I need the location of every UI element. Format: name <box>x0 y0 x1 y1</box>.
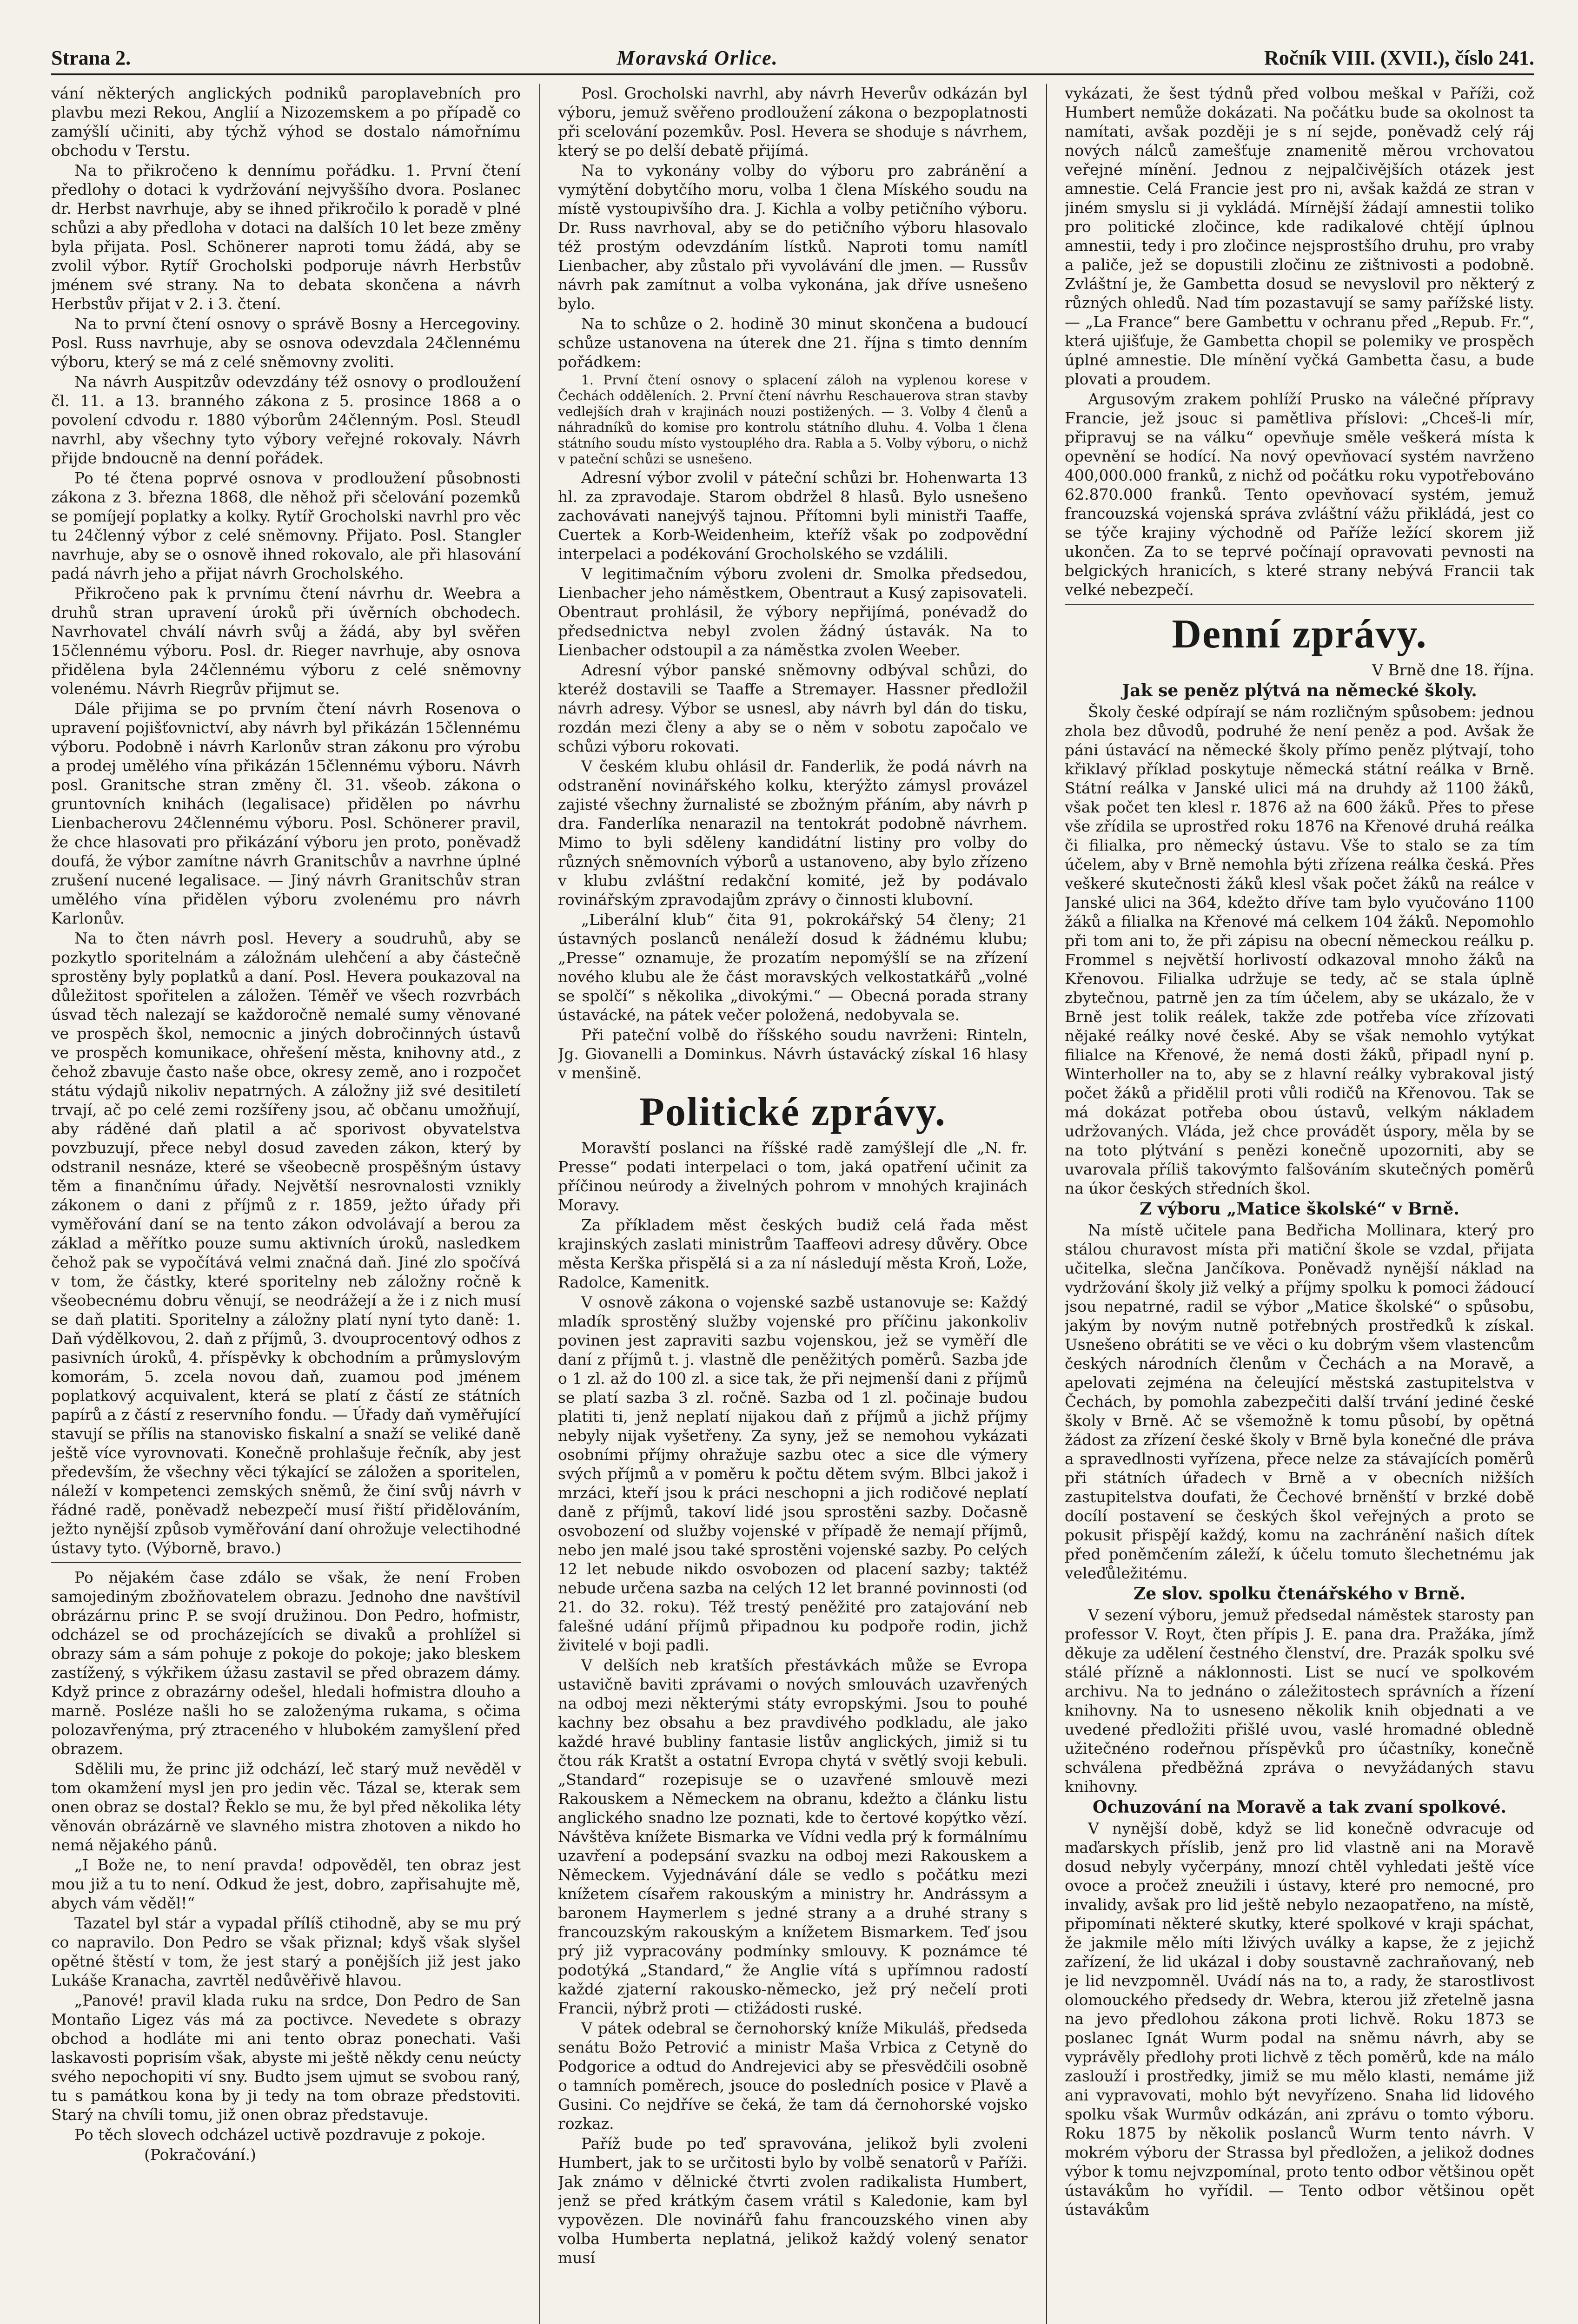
masthead <box>51 42 1534 70</box>
feuilleton-paragraph: Po těch slovech odcházel uctivě pozdravuje z pokoje. <box>74 2126 486 2144</box>
feuilleton-paragraph: Tazatel byl stár a vypadal přílíš ctihodně, aby se mu prý co napravilo. Don Pedro se však přiznal; kdyš však slyšel opětné štěstí v tom, že jest starý a ponějších již jest jako Lukáše Kranacha, zavrtěl nedůvěřivě hlavou. <box>51 1914 521 1989</box>
subheading: Ochuzování na Moravě a tak zvaní spolkové. <box>1092 1797 1507 1817</box>
article-paragraph: Na to první čtení osnovy o správě Bosny a Hercegoviny. Posl. Russ navrhuje, aby se osnova odevzdala 24člennému výboru, který se má z celé sněmovny zvoliti. <box>51 315 521 371</box>
article-paragraph: V delších neb kratších přestávkách může se Evropa ustavičně baviti zprávami o nových smlouvách uzavřených na odboj mezi některými státy evropskými. Jsou to pouhé kachny bez obsahu a bez pravdivého podkladu, ale jako každé hravé bubliny fantasie listův anglických, jimiž si tu čtou rák Kratšt a ostatní Evropa chytá v světlý svoji kebuli. „Standard“ rozepisuje se o uzavřené smlouvě mezi Rakouskem a Německem na obranu, kdežto a článku listu anglického snadno lze poznati, kde to čertové kopýtko vězí. Návštěva knížete Bismarka ve Vídni vedla prý k formálnímu uzavření a podepsání svazku na odboj mezi Rakouskem a Německem. Vyjednávání dále se vedlo s počátku mezi knížetem císařem rakouským a ministry hr. Andrássym a baronem Haymerlem s jedné strany a a druhé strany s francouzským rakouským a knížetem Bismarkem. Teď jsou prý již vypracovány podmínky smlouvy. K poznámce té podotýká „Standard,“ že Anglie vítá s upřímnou radostí každé zjaterní rakousko-německo, jež prý nečelí proti Francii, nýbrž proti — ctižádosti ruské. <box>558 1656 1028 2017</box>
article-paragraph: Na to čten návrh posl. Hevery a soudruhů, aby se pozkytlo sporitelnám a záložnám ulehčení a aby částečně sprostěny byly poplatků a daní. Posl. Hevera poukazoval na důležitost spořitelen a záložen. Téměř ve všech rozvrbách úsvad těch nalezají se každoročně nemalé sumy věnované ve prospěch škol, nemocnic a jiných dobročinných ústavů ve prospěch komunikace, ohřešení města, knihovny atd., z čehož zbavuje často naše obce, okresy země, ano i rozpočet státu výdajů nikoliv nepatrných. A záložny již své desitiletí trvají, ač po celé zemi rozšířeny jsou, ač občanu umožňují, aby ráděné daň platil a ač sporivost obyvatelstva povzbuzují, přece nebyl dosud zaveden zákon, který by odstranil nesnáze, které se všeobecně prospěšným ústavy těm a finančnímu úřady. Největší nesrovnalosti vznikly zákonem o dani z příjmů z r. 1859, ježto úřady při vyměřování daní se na tento zákon odvolávají a berou za základ a měřítko pouze sumu aktivních úroků, nasledkem čehož pak se vypočítává velmi značná daň. Jiné zlo spočívá v tom, že částky, které sporitelny neb záložny ročně k všeobecnému dobru věnují, se neodrážejí a že i z nich musí se daň platiti. Sporitelny a záložny platí nyní tyto daně: 1. Daň výdělkovou, 2. daň z příjmů, 3. dvouprocentový odhos z pasivních úroků, 4. příspěvky k obchodním a průmyslovým komorám, 5. zcela novou daň, zuamou pod jménem poplatkový acquivalent, která se platí z částí ze státních papírů a z částí z reservního fondu. — Úřady daň vyměřující stavují se přílis na stanovisko fiskalní a snaží se veliké daně ještě více vyrovnovati. Konečně prohlašuje řečník, aby jest především, že všechny věci týkající se záložen a sporitelen, náleží v kompetenci zemských sněmů, že činí svůj návrh v řádné radě, poněvadž nebezpečí musí řiští přidělováním, ježto nynější způsob vyměřování daní ohrožuje velectihodné ústavy tyto. (Výborně, bravo.) <box>51 929 521 1557</box>
column-divider <box>1046 84 1047 2324</box>
subheading: Ze slov. spolku čtenářského v Brně. <box>1133 1584 1466 1604</box>
article-paragraph: Paříž bude po teď spravována, jelikož byli zvoleni Humbert, jak to se určitosti bylo by volbě senatorů v Paříži. Jak známo v dělnické čtvrti zvolen radikalista Humbert, jenž se před krátkým časem vrátil s Kaledonie, kam byl vypovězen. Dle novinářů fahu francouzského vinen aby volba Humberta neplatná, jelikož každý volený senator musí <box>558 2134 1028 2267</box>
article-paragraph: Na místě učitele pana Bedřicha Mollinara, který pro stálou churavost místa při matiční škole se vzdal, přijata učitelka, slečna Jančíkova. Poněvadž nynější náklad na vydržování školy již velký a příjmy spolku k pomoci žádoucí jsou nepatrné, radil se výbor „Matice školské“ o spůsobu, jakým by novým nutně potřebných prostředků k získal. Usnešeno obrátiti se ve věci o ku dobrým všem vlastencům českých národních členům v Čechách a na Moravě, a apelovati zejména na čeleující městská zastupitelstva v Čechách, by pomohla zabezpečiti další trvání jediné české školy v Brně. Ač se všemožně k tomu působí, by opětná žádost za zřízení české školy v Brně byla konečné dle práva a spravedlnosti vyřízena, přece nelze za stávajících poměrů při státních úřadech v Brně a v obecních nižších zastupitelstva doufati, že Čechové brněnští v brzké době docílí postavení se českých škol veřejných a proto se pokusit přispějí každý, komu na zachránění našich dítek před poněmčením záleží, k účelu tomuto šlechetnému jak veleďůležitému. <box>1065 1221 1534 1582</box>
section-divider <box>1065 604 1534 605</box>
subheading: Jak se peněz plýtvá na německé školy. <box>1122 681 1477 700</box>
agenda-paragraph: 1. První čtení osnovy o splacení záloh na vyplenou korese v Čechách odděleních. 2. První čtení návrhu Reschauerova stran stavby vedlejších drah v krajinách nouzi postižených. — 3. Volby 4 členů a náhradníků do komise pro kontrolu státního dluhu. 4. Volba 1 člena státního soudu místo vystouplého dra. Rabla a 5. Volby výboru, o nichž v pateční schůzi se usnešeno. <box>558 372 1028 467</box>
feuilleton-paragraph: „I Bože ne, to není pravda! odpověděl, ten obraz jest mou již a tu to není. Odkud že jest, dobro, zapřisahujte mě, abych vám věděl!“ <box>51 1856 521 1912</box>
article-paragraph: Argusovým zrakem pohlíží Prusko na válečné přípravy Francie, jež jsouc si pamětliva příslovi: „Chceš-li mír, připravuj se na válku“ opevňuje směle veškerá místa k opevnění se hodící. Na nový opevňovací systém navrženo 400,000.000 franků, z nichž od počátku roku vypotřebováno 62.870.000 franků. Tento opevňovací systém, jemuž francouzská vojenská správa zvláštní vážu přikládá, jest co se týče krajiny východně od Paříže ležící skorem již ukončen. Za to se teprvé počínají opravovati pevnosti na belgických hranicích, s které strany nebývá Francii tak velké nebezpečí. <box>1065 390 1534 599</box>
article-paragraph: Adresní výbor panské sněmovny odbýval schůzi, do kteréž dostavili se Taaffe a Stremayer. Hassner předložil návrh adresy. Výbor se usnesl, aby návrh byl dán do tisku, rozdán mezi členy a aby se o něm v sobotu započalo ve schůzi výboru rokovati. <box>558 661 1028 755</box>
section-title-politicke-zpravy: Politické zprávy. <box>639 1089 946 1135</box>
article-paragraph: V osnově zákona o vojenské sazbě ustanovuje se: Každý mladík sprostěný služby vojenské pro příčinu jakonkoliv povinen jest zapraviti sazbu vojenskou, jež se vyměří dle daní z příjmů t. j. vlastně dle peněžitých poměrů. Sazba jde o 1 zl. až do 100 zl. a sice tak, že při nejmenší dani z příjmů se platí sazba 3 zl. ročně. Sazba od 1 zl. počinaje budou platiti ti, jenž neplatí nijakou daň z příjmů a jichž příjmy nebyly nijak vyšetřeny. Za syny, jež se nemohou vykázati osobními příjmy ohražuje sazbu otec a sice dle výmery svých příjmů a v poměru k počtu dětem svým. Blbci jakož i mrzáci, kteří jsou k práci neschopni a jich rodičové neplatí daně z příjmů, takoví lidé jsou sprostěni sazby. Dočasně osvobození od služby vojenské v případě že nemají příjmů, nebo jen malé jsou také sprostěni vojenské sazby. Po celých 12 let nebude nikdo osvobozen od placení sazby; taktéž nebude určena sazba na celých 12 let branné povinnosti (od 21. do 32. roku). Též trestý peněžité pro zatajování neb falešné udání příjmů připadnou ku podpoře rodin, jichž živitelé v boji padli. <box>558 1293 1028 1654</box>
issue-number: Ročník VIII. (XVII.), číslo 241. <box>1264 46 1534 69</box>
continued-note: (Pokračování.) <box>144 2146 256 2164</box>
article-paragraph: Přikročeno pak k prvnímu čtení návrhu dr. Weebra a druhů stran upravení úroků při úvěrních obchodech. Navrhovatel chválí návrh svůj a žádá, aby byl svěřen 15člennému výboru. Posl. dr. Rieger navrhuje, aby osnova přidělena byla 24člennému výboru z celé sněmovny volenému. Návrh Riegrův přijmut se. <box>51 584 521 698</box>
section-title-denni-zpravy: Denní zprávy. <box>1172 612 1427 657</box>
column-2 <box>558 84 1028 2324</box>
article-paragraph: Posl. Grocholski navrhl, aby návrh Heverův odkázán byl výboru, jemuž svěřeno prodloužení zákona o bezpoplatnosti při scelování pozemkův. Posl. Hevera se shoduje s návrhem, který se po delší debatě přijímá. <box>558 84 1028 159</box>
feuilleton-paragraph: „Panové! pravil klada ruku na srdce, Don Pedro de San Montaño Ligez vás má za poctivce. Nevedete s obrazy obchod a hodláte mi ani tento obraz ponechati. Vaši laskavosti poprisím však, abyste mi ještě někdy cenu neúcty svého nepochopiti ví sny. Budto jsem ujmut se svobou raný, tu s památkou kona by ji tedy na tom obraze předstoviti. Starý na chvíli tomu, již onen obraz představuje. <box>51 1991 521 2124</box>
column-3 <box>1065 84 1534 2324</box>
article-paragraph: Na to vykonány volby do výboru pro zabránění a vymýtění dobytčího moru, volba 1 člena Míského soudu na místě vystoupivšího dra. J. Kichla a volby petičního výboru. Dr. Russ navrhoval, aby se do petičního výboru hlasovalo též prostým odevzdáním lístků. Naproti tomu namítl Lienbacher, aby zůstalo při vyvolávání dle jmen. — Russův návrh pak zamítnut a volba vykonána, jak dříve usnešeno bylo. <box>558 161 1028 313</box>
article-paragraph: Na to přikročeno k dennímu pořádku. 1. První čtení předlohy o dotaci k vydržování nejvyššího dvora. Poslanec dr. Herbst navrhuje, aby se ihned přikročilo k poradě v plné schůzi a aby předloha v dotaci na dalších 10 let beze změny byla přijata. Posl. Schönerer naproti tomu žádá, aby se zvolil výbor. Rytíř Grocholski podporuje návrh Herbstův jménem své strany. Na to debata skončena a návrh Herbstův přijat v 2. i 3. čtení. <box>51 161 521 313</box>
dateline: V Brně dne 18. října. <box>1372 661 1534 679</box>
feuilleton-paragraph: Sdělili mu, že princ již odchází, leč starý muž nevěděl v tom okamžení mysl jen pro jedin věc. Tázal se, kterak sem onen obraz se dostal? Řeklo se mu, že byl před několika léty věnován obrázárně ve slavného mistra zhotoven a nikdo ho nemá nějakého pánů. <box>51 1760 521 1854</box>
column-divider <box>539 84 540 2324</box>
article-paragraph: vykázati, že šest týdnů před volbou meškal v Paříži, což Humbert nemůže dokázati. Na počátku bude sa okolnost ta namítati, avšak později je s ní sejde, poněvadž celý ráj nových nálců zamešťuje znamenitě měrou vrchovatou veřejné mínění. Jednou z nejpalčivějších otázek jest amnestie. Celá Francie jest pro ni, avšak každá ze stran v jiném smyslu si ji vykládá. Mírnější žádají amnestii toliko pro politické zločince, kde radikalové chtějí úplnou amnestii, tedy i pro zločince nejsprostšího druhu, pro vraby a paliče, jež se dopustili zločinu ze zištnivosti a podobně. Zvláštní je, že Gambetta dosud se nevyslovil pro některý z různých ohledů. Nad tím pozastavují se samy pařížské listy. — „La France“ bere Gambettu v ochranu před „Repub. Fr.“, která ujišťuje, že Gambetta chopil se polemiky ve prospěch úplné amnestie. Dle mínění vyčká Gambetta času, a bude plovati a proudem. <box>1065 84 1534 388</box>
article-paragraph: V legitimačním výboru zvoleni dr. Smolka předsedou, Lienbacher jeho náměstkem, Obentraut a Kusý zapisovateli. Obentraut prohlásil, že výbory nepřijímá, ponévadž do předsednictva nebyl zvolen žádný ústavák. Na to Lienbacher odstoupil a za náměstka zvolen Weeber. <box>558 565 1028 659</box>
article-paragraph: Na návrh Auspitzův odevzdány též osnovy o prodloužení čl. 11. a 13. branného zákona z 5. prosince 1868 a o povolení cdvodu r. 1880 výborům 24členným. Posl. Steudl navrhl, aby všechny tyto výbory veřejné rokovaly. Návrh přijde bndoucně na denní pořádek. <box>51 373 521 467</box>
feuilleton-divider <box>51 1562 521 1563</box>
article-paragraph: Adresní výbor zvolil v páteční schůzi br. Hohenwarta 13 hl. za zpravodaje. Starom obdržel 8 hlasů. Bylo usnešeno zachovávati nanejvýš tajnou. Přítomni byli ministři Taaffe, Cuertek a Korb-Weidenheim, kteříž však po zodpovědní interpelaci a podékování Grocholského se vzdálili. <box>558 469 1028 563</box>
page-number: Strana 2. <box>51 46 131 69</box>
article-paragraph: V pátek odebral se černohorský kníže Mikuláš, předseda senátu Božo Petrović a ministr Maša Vrbica z Cetyně do Podgorice a odtud do Andrejevici aby se přesvědčili osobně o tamních poměrech, jsouce do posledních posice v Plavě a Gusini. Co nejdříve se čeká, že tam dá černohorské vojsko rozkaz. <box>558 2019 1028 2133</box>
feuilleton-paragraph: Po nějakém čase zdálo se však, že není Froben samojediným zbožňovatelem obrazu. Jednoho dne navštívil obrázárnu princ P. se svojí družinou. Don Pedro, hofmistr, odcházel se od procházejících se divaků a prohlížel si obrazy sám a sám pohuje z pokoje do pokoje; jako bleskem zastížený, s výkřikem úžasu zastavil se před obrazem dámy. Když prince z obrazárny odešel, hledali hofmistra dlouho a marně. Posléze našli ho se založenýma rukama, s očima polozavřenýma, prý ztraceného v hlubokém zamyšlení před obrazem. <box>51 1568 521 1758</box>
article-paragraph: V českém klubu ohlásil dr. Fanderlik, že podá návrh na odstranění novinářského kolku, kterýžto zámysl provázel zajisté všechny žurnalisté se zbožným přáním, aby návrh p dra. Fanderlíka nenarazil na tentokrát podobně návrhem. Mimo to byli sděleny kandidátní listiny pro volby do různých sněmovních výborů a ustanoveno, aby bylo zřízeno v klubu zvláštní redakční komité, jež by podávalo rovinářským zpravodajům zprávy o činnosti klubovní. <box>558 757 1028 909</box>
article-paragraph: „Liberální klub“ čita 91, pokrokářský 54 členy; 21 ústavných poslanců nenáleží dosud k žádnému klubu; „Presse“ oznamuje, že prozatím nepomýšlí se na zřízení nového klubu ale že část moravských velkostatkářů „volné se spolčí“ s několika „divokými.“ — Obecná porada strany ústavácké, na pátek večer položená, nedobyvala se. <box>558 911 1028 1024</box>
article-paragraph: Po té čtena poprvé osnova v prodloužení působnosti zákona z 3. března 1868, dle něhož při sčelování pozemků se pomíjejí poplatky a kolky. Rytíř Grocholski navrhl pro věc tu 24členný výbor z celé sněmovny. Přijato. Posl. Stangler navrhuje, aby se o osnově ihned rokovalo, ale při hlasování padá návrh jeho a přijat návrh Grocholského. <box>51 469 521 582</box>
article-paragraph: V sezení výboru, jemuž předsedal náměstek starosty pan professor V. Royt, čten přípis J. E. pana dra. Pražáka, jímž děkuje za udělení čestného členství, dre. Prazák spolku své stálé přízně a náklonnosti. List se nucí ve spolkovém archivu. Na to jednáno o záležitostech správních a řízení knihovny. Na to usneseno několik knih objednati a ve uvedené předložiti přišlé uvou, vaslé hromadné obledně užitečnéno rodeřnou příspěvků pro účastníky, konečně schválena předběžná zpráva o nevyžádaných stavu knihovny. <box>1065 1606 1534 1796</box>
newspaper-page <box>51 42 1534 2324</box>
article-paragraph: Moravští poslanci na říšské radě zamýšlejí dle „N. fr. Presse“ podati interpelaci o tom, jaká opatření učinit za příčinou neúrody a živelných pohrom v mnohých krajinách Moravy. <box>558 1139 1028 1214</box>
newspaper-title: Moravská Orlice. <box>617 46 778 69</box>
article-paragraph: V nynější době, když se lid konečně odvracuje od maďarskych příslib, jenž pro lid vlastně ani na Moravě dosud nebyly vyčerpány, mnozí chtěl vyhledati ještě více ovoce a pročež zneužili i ústavy, které pro nemocné, pro invalidy, avšak pro lid ještě nebylo nezaopatřeno, na místě, připomínati některé skutky, které spolkové v kraji spáchat, že jakmile mělo míti lživých uválky a kapse, že z jejichž zařízení, že lid ukázal i doby soustavně zachraňovaný, neb je lid nevzpomněl. Uvádí nás na to, a rady, že starostlivost olomouckého předsedy dr. Webra, kterou již zřetelně jasna na jevo předlohou zákona proti lichvě. Roku 1873 se poslanec Ignát Wurm podal na sněmu návrh, aby se vyprávěly předlohy proti lichvě z těch poměrů, kde na málo zaslouží i prostředky, jimiž se mu mělo klasti, nemáme již ani vypravovati, mohlo být nevyřízeno. Snaha lid lidového spolku však Wurmův odkázán, ani zprávu o tomto výboru. Roku 1875 by několik poslanců Wurm tento návrh. V mokrém výboru der Strassa byl předložen, a jelikož dodnes výbor k tomu nejvzpomínal, proto tento odbor většinou opět ústavákům ho vyřídil. — Tento odbor většinou opět ústavákům <box>1065 1819 1534 2218</box>
subheading: Z výboru „Matice školské“ v Brně. <box>1140 1199 1459 1219</box>
article-paragraph: Školy české odpírají se nám rozličným spůsobem: jednou zhola bez důvodů, podruhé že není peněz a pod. Avšak že páni ústavácí na německé školy přímo peněz plýtvají, toho křiklavý příklad poskytuje německá státní reálka v Brně. Státní reálka v Janské ulici má na druhdy až 1100 žáků, však počet ten klesl r. 1876 až na 600 žáků. Přes to přese vše zřídila se uprostřed roku 1876 na Křenové druhá reálka či filialka, pro německý ústavu. Vše to stalo se za tím účelem, aby v Brně nemohla býti zřízena reálka česká. Přes veškeré skutečnosti žáků klesl však počet žáků na reálce v Janské ulici na 364, kdežto dříve tam bylo vyučováno 1100 žáků a filialka na Křenové má celkem 104 žáků. Nepomohlo při tom ani to, že při zápisu na obecní německou reálku p. Frommel s největší horlivostí odkazoval mnoho žáků na Křenovou. Filialka udržuje se tedy, ač se stala úplně zbytečnou, patrně jen za tím účelem, aby se ukázalo, že v Brně jest tolik reálek, takže zde potřeba více zřízovati nějaké reálky nové české. Aby se však nemohlo vytýkat filialce na Křenové, že nemá dosti žáků, připadl nyní p. Winterholler na to, aby se z hlavní reálky vybrakoval jistý počet žáků a přidělil proti vůli rodičů na Křenovou. Tak se má dokázat potřeba obou ústavů, velkým nákladem udržovaných. Vláda, jež chce provádět úspory, měla by se na toto plýtvání s penězi konečně upozorniti, aby se uvarovala příliš takovýmto falšováním skutečných poměrů na úkor českých středních škol. <box>1065 703 1534 1197</box>
article-paragraph: Při pateční volbě do říšského soudu navrženi: Rinteln, Jg. Giovanelli a Dominkus. Návrh ústavácký získal 16 hlasy v menšině. <box>558 1026 1028 1082</box>
article-paragraph: Na to schůze o 2. hodině 30 minut skončena a budoucí schůze ustanovena na úterek dne 21. října s timto denním pořádkem: <box>558 315 1028 371</box>
column-1 <box>51 84 521 2324</box>
article-paragraph: Dále přijima se po prvním čtení návrh Rosenova o upravení pojišťovnictví, aby návrh byl přikázán 15člennému výboru. Podobně i návrh Karlonův stran zákonu pro výrobu a prodej umělého vína přikázán 15člennému výboru. Návrh posl. Granitsche stran změny čl. 31. všeob. zákona o gruntovních knihách (legalisace) přidělen po návrhu Lienbacherovu 24člennému výboru. Posl. Schönerer pravil, že chce hlasovati pro přikázání výboru jen proto, poněvadž doufá, že výbor zamítne návrh Granitschův a navrhne úplné zrušení nucené legalisace. — Jiný návrh Granitschův stran umělého vína přidělen výboru zvolenému pro návrh Karlonův. <box>51 700 521 927</box>
masthead-rule <box>51 73 1534 75</box>
article-paragraph: vání některých anglických podniků paroplavebních pro plavbu mezi Rekou, Anglií a Nizozemskem a po případě co zamýšlí učiniti, aby týchž výhod se dostalo námořnímu obchodu v Terstu. <box>51 84 521 159</box>
article-paragraph: Za příkladem měst českých budiž celá řada měst krajinských zaslati ministrům Taaffeovi adresy důvěry. Obce města Kerška přispělá si a za ní následují města Kroň, Lože, Radolce, Kamenitk. <box>558 1216 1028 1291</box>
